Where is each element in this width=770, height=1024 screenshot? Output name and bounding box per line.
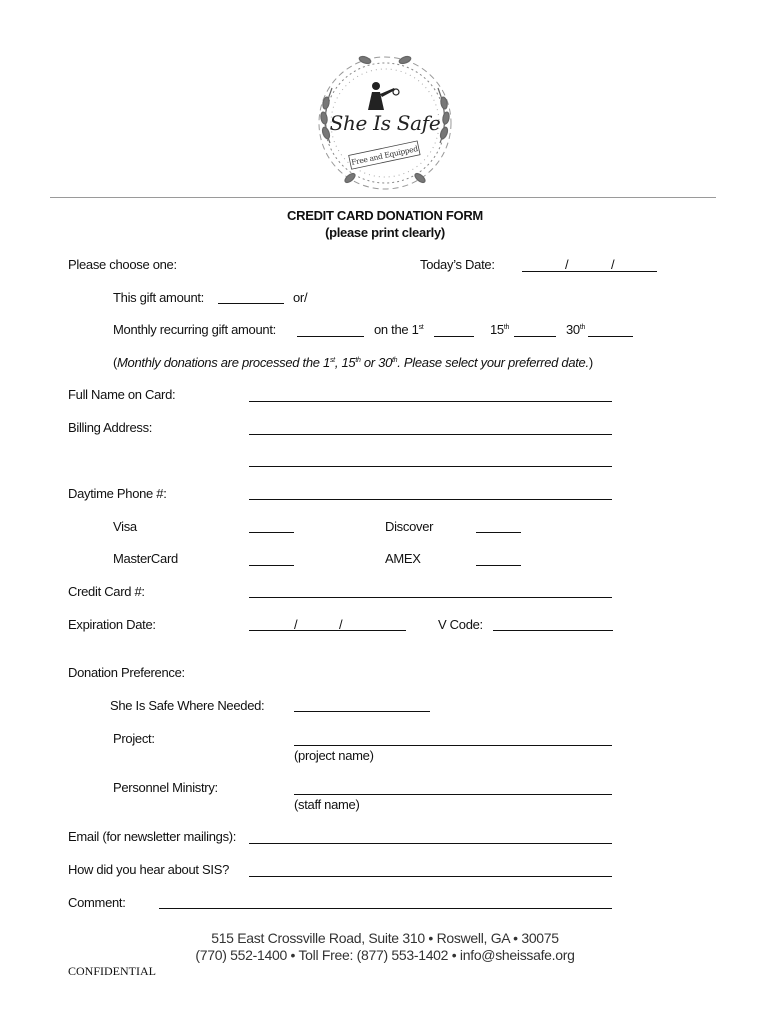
expiration-date-field[interactable] — [249, 630, 406, 631]
email-field[interactable] — [249, 843, 612, 844]
amex-checkbox-line[interactable] — [476, 565, 521, 566]
gift-amount-field[interactable] — [218, 303, 284, 304]
monthly-note: (Monthly donations are processed the 1st, 15th or 30th. Please select your preferred date.) — [113, 355, 593, 370]
logo-tagline: Free and Equipped — [350, 144, 419, 168]
discover-label: Discover — [385, 519, 434, 534]
amex-label: AMEX — [385, 551, 421, 566]
billing-address-label: Billing Address: — [68, 420, 153, 435]
daytime-phone-label: Daytime Phone #: — [68, 486, 167, 501]
v-code-label: V Code: — [438, 617, 483, 632]
donation-preference-label: Donation Preference: — [68, 665, 185, 680]
credit-card-number-label: Credit Card #: — [68, 584, 145, 599]
day-15th-label: 15th — [490, 322, 510, 337]
visa-checkbox-line[interactable] — [249, 532, 294, 533]
todays-date-field[interactable] — [522, 271, 657, 272]
comment-field[interactable] — [159, 908, 612, 909]
full-name-label: Full Name on Card: — [68, 387, 176, 402]
day-1st-field[interactable] — [434, 336, 474, 337]
gift-amount-label: This gift amount: — [113, 290, 204, 305]
how-did-you-hear-label: How did you hear about SIS? — [68, 862, 230, 877]
v-code-field[interactable] — [493, 630, 613, 631]
how-did-you-hear-field[interactable] — [249, 876, 612, 877]
logo-brand-text: She Is Safe — [329, 111, 441, 135]
header-divider — [50, 197, 716, 198]
footer-address: 515 East Crossville Road, Suite 310 • Roswell, GA • 30075 — [211, 930, 559, 946]
project-label: Project: — [113, 731, 155, 746]
where-needed-label: She Is Safe Where Needed: — [110, 698, 265, 713]
personnel-ministry-label: Personnel Ministry: — [113, 780, 218, 795]
form-subtitle: (please print clearly) — [325, 225, 445, 240]
email-label: Email (for newsletter mailings): — [68, 829, 237, 844]
staff-name-hint: (staff name) — [294, 797, 360, 812]
choose-one-label: Please choose one: — [68, 257, 177, 272]
confidential-label: CONFIDENTIAL — [68, 964, 156, 978]
she-is-safe-logo — [310, 48, 460, 198]
footer-contact: (770) 552-1400 • Toll Free: (877) 553-1402 • info@sheissafe.org — [195, 947, 575, 963]
billing-address-field-2[interactable] — [249, 466, 612, 467]
monthly-amount-field[interactable] — [297, 336, 364, 337]
day-30th-label: 30th — [566, 322, 586, 337]
date-separator: / — [339, 617, 343, 632]
form-title: CREDIT CARD DONATION FORM — [287, 208, 483, 223]
day-15th-field[interactable] — [514, 336, 556, 337]
visa-label: Visa — [113, 519, 137, 534]
date-separator: / — [565, 257, 569, 272]
expiration-date-label: Expiration Date: — [68, 617, 156, 632]
project-name-hint: (project name) — [294, 748, 374, 763]
daytime-phone-field[interactable] — [249, 499, 612, 500]
or-text: or/ — [293, 290, 308, 305]
todays-date-label: Today’s Date: — [420, 257, 495, 272]
day-30th-field[interactable] — [588, 336, 633, 337]
comment-label: Comment: — [68, 895, 126, 910]
monthly-gift-label: Monthly recurring gift amount: — [113, 322, 276, 337]
where-needed-field[interactable] — [294, 711, 430, 712]
date-separator: / — [294, 617, 298, 632]
full-name-field[interactable] — [249, 401, 612, 402]
staff-name-field[interactable] — [294, 794, 612, 795]
credit-card-number-field[interactable] — [249, 597, 612, 598]
mastercard-checkbox-line[interactable] — [249, 565, 294, 566]
date-separator: / — [611, 257, 615, 272]
billing-address-field-1[interactable] — [249, 434, 612, 435]
mastercard-label: MasterCard — [113, 551, 178, 566]
on-the-1st-label: on the 1st — [374, 322, 424, 337]
discover-checkbox-line[interactable] — [476, 532, 521, 533]
project-name-field[interactable] — [294, 745, 612, 746]
